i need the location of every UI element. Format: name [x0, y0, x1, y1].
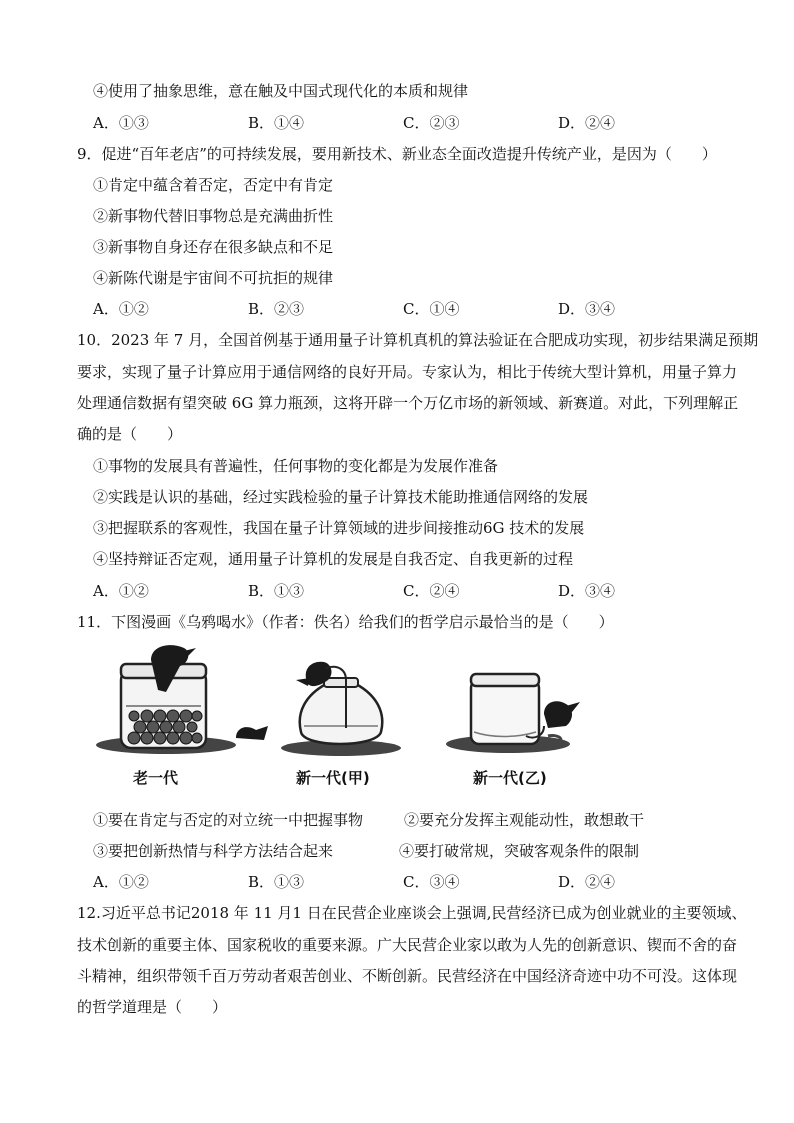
q8-choices [93, 114, 733, 132]
caption-new-generation-a: 新一代(甲) [296, 769, 370, 787]
caption-old-generation: 老一代 [133, 769, 179, 787]
q9-choice-b: B．②③ [248, 300, 305, 318]
q8-choice-a: A．①③ [93, 114, 149, 132]
q10-choice-a: A．①② [93, 582, 149, 600]
q9-option-4: ④新陈代谢是宇宙间不可抗拒的规律 [93, 269, 334, 287]
new-generation-a-panel [296, 662, 382, 744]
q10-option-2: ②实践是认识的基础，经过实践检验的量子计算技术能助推通信网络的发展 [93, 488, 589, 506]
q10-option-1: ①事物的发展具有普遍性，任何事物的变化都是为发展作准备 [93, 457, 499, 475]
q10-choice-b: B．①③ [248, 582, 305, 600]
q9-choices [93, 300, 733, 318]
q11-option-1: ①要在肯定与否定的对立统一中把握事物 [93, 811, 364, 829]
q10-choice-d: D．③④ [558, 582, 616, 600]
q8-choice-b: B．①④ [248, 114, 305, 132]
q12-stem-line-4: 的哲学道理是（ ） [77, 998, 228, 1016]
q12-stem-line-2: 技术创新的重要主体、国家税收的重要来源。广大民营企业家以敢为人先的创新意识、锲而不舍的奋 [77, 936, 738, 954]
q11-stem: 11．下图漫画《乌鸦喝水》（作者：佚名）给我们的哲学启示最恰当的是（ ） [77, 613, 614, 631]
q9-option-1: ①肯定中蕴含着否定，否定中有肯定 [93, 176, 334, 194]
q10-stem-line-2: 要求，实现了量子计算应用于通信网络的良好开局。专家认为，相比于传统大型计算机，用量子算力 [77, 363, 738, 381]
q10-choice-c: C．②④ [403, 582, 460, 600]
q11-choice-a: A．①② [93, 873, 149, 891]
q11-choices [93, 873, 733, 891]
q11-choice-b: B．①③ [248, 873, 305, 891]
q11-option-4: ④要打破常规，突破客观条件的限制 [399, 842, 640, 860]
q9-option-3: ③新事物自身还存在很多缺点和不足 [93, 238, 334, 256]
q11-choice-d: D．②④ [558, 873, 616, 891]
q12-stem-line-3: 斗精神，组织带领千百万劳动者艰苦创业、不断创新。民营经济在中国经济奇迹中功不可没。这体现 [77, 967, 738, 985]
q9-choice-d: D．③④ [558, 300, 616, 318]
q9-choice-a: A．①② [93, 300, 149, 318]
q10-option-4: ④坚持辩证否定观，通用量子计算机的发展是自我否定、自我更新的过程 [93, 550, 574, 568]
q11-option-3: ③要把创新热情与科学方法结合起来 [93, 842, 334, 860]
q10-stem-line-1: 10．2023 年 7 月，全国首例基于通用量子计算机真机的算法验证在合肥成功实现，初步结果满足预期 [77, 331, 759, 349]
q11-choice-c: C．③④ [403, 873, 460, 891]
q9-option-2: ②新事物代替旧事物总是充满曲折性 [93, 207, 334, 225]
q10-option-3: ③把握联系的客观性，我国在量子计算领域的进步间接推动6G 技术的发展 [93, 519, 585, 537]
q10-stem-line-3: 处理通信数据有望突破 6G 算力瓶颈，这将开辟一个万亿市场的新领域、新赛道。对此，下列理解正 [77, 394, 739, 412]
q10-choices [93, 582, 733, 600]
q8-choice-c: C．②③ [403, 114, 460, 132]
q8-option-4: ④使用了抽象思维，意在触及中国式现代化的本质和规律 [93, 82, 469, 100]
caption-new-generation-b: 新一代(乙) [473, 769, 547, 787]
new-generation-b-panel [471, 674, 580, 744]
q10-stem-line-4: 确的是（ ） [77, 425, 183, 443]
q11-option-2: ②要充分发挥主观能动性，敢想敢干 [404, 811, 645, 829]
q12-stem-line-1: 12.习近平总书记2018 年 11 月1 日在民营企业座谈会上强调,民营经济已成为创业就业的主要领域、 [77, 904, 747, 922]
old-generation-panel [121, 645, 268, 748]
q9-stem: 9．促进“百年老店”的可持续发展，要用新技术、新业态全面改造提升传统产业，是因为（ ） [77, 145, 717, 163]
q9-choice-c: C．①④ [403, 300, 460, 318]
q8-choice-d: D．②④ [558, 114, 616, 132]
